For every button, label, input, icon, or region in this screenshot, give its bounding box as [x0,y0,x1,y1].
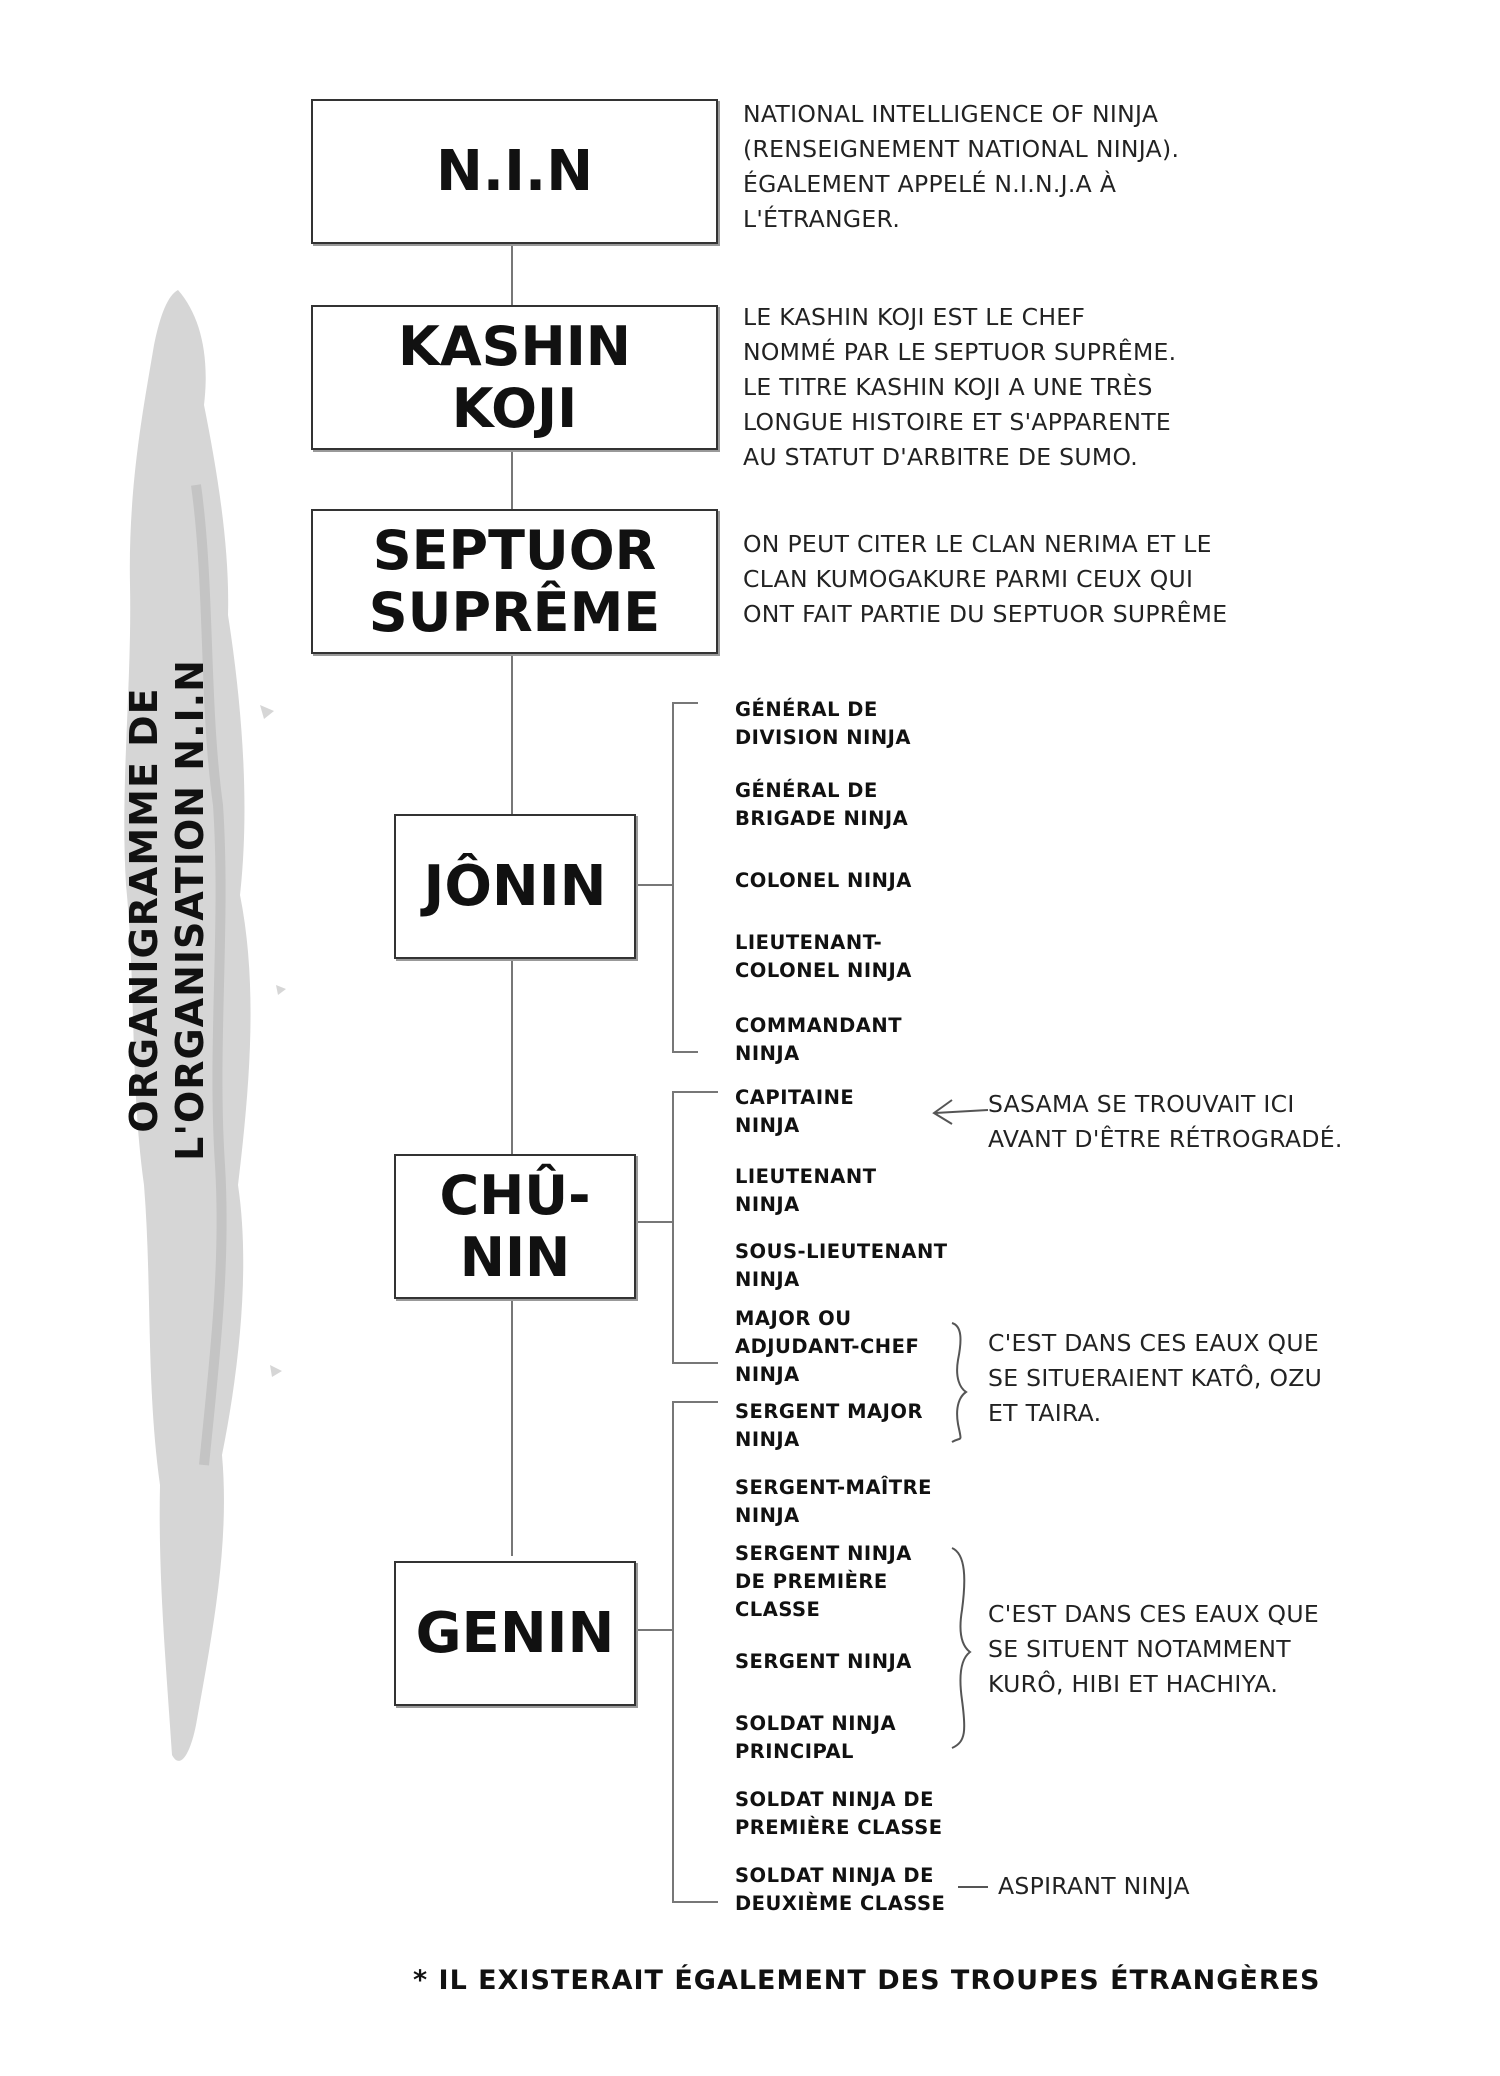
note-kuro [988,1597,1319,1702]
rank-line: NINJA [735,1268,800,1291]
rank-item [735,929,912,985]
rank-item [735,1238,948,1294]
rank-line: NINJA [735,1363,800,1386]
box-septuor-supreme [311,509,718,654]
note-sasama [988,1087,1343,1157]
description-nin-line: NATIONAL INTELLIGENCE OF NINJA [743,100,1159,128]
rank-line: SOLDAT NINJA DE [735,1788,934,1811]
note-kuro-line: C'EST DANS CES EAUX QUE [988,1600,1319,1628]
description-kashin-line: NOMMÉ PAR LE SEPTUOR SUPRÊME. [743,338,1177,366]
connector-chunin-bracket [673,1092,718,1363]
description-nin-line: ÉGALEMENT APPELÉ N.I.N.J.A À [743,170,1117,198]
note-kato-line: ET TAIRA. [988,1399,1102,1427]
rank-item [735,1012,902,1068]
note-kato-line: SE SITUERAIENT KATÔ, OZU [988,1364,1323,1392]
description-nin-line: L'ÉTRANGER. [743,205,901,233]
rank-line: SERGENT NINJA [735,1542,912,1565]
rank-line: NINJA [735,1114,800,1137]
note-kuro-line: SE SITUENT NOTAMMENT [988,1635,1291,1663]
description-kashin [743,300,1176,475]
rank-item [735,1540,912,1624]
rank-line: GÉNÉRAL DE [735,779,878,802]
description-nin [743,97,1179,237]
rank-line: SOUS-LIEUTENANT [735,1240,948,1263]
curly-brace-kato [952,1323,966,1442]
rank-line: PREMIÈRE CLASSE [735,1816,943,1839]
rank-line: NINJA [735,1042,800,1065]
note-kuro-line: KURÔ, HIBI ET HACHIYA. [988,1670,1279,1698]
rank-line: LIEUTENANT- [735,931,883,954]
rank-item [735,1163,877,1219]
box-chunin [394,1154,636,1299]
rank-line: MAJOR OU [735,1307,852,1330]
rank-item [735,696,911,752]
note-aspirant [998,1869,1190,1904]
rank-line: CAPITAINE [735,1086,855,1109]
box-genin [394,1561,636,1706]
rank-line: COLONEL NINJA [735,959,912,982]
rank-item [735,1474,932,1530]
description-nin-line: (RENSEIGNEMENT NATIONAL NINJA). [743,135,1180,163]
rank-item [735,1648,912,1676]
rank-item [735,1862,945,1918]
box-chunin-line-1: CHÛ- [439,1163,591,1227]
rank-line: DIVISION NINJA [735,726,912,749]
box-nin [311,99,718,244]
note-kato-line: C'EST DANS CES EAUX QUE [988,1329,1319,1357]
rank-item [735,867,912,895]
box-nin-line-1: N.I.N [435,138,594,204]
rank-line: CLASSE [735,1598,821,1621]
rank-line: SOLDAT NINJA [735,1712,897,1735]
note-sasama-line: AVANT D'ÊTRE RÉTROGRADÉ. [988,1125,1343,1153]
description-kashin-line: LE KASHIN KOJI EST LE CHEF [743,303,1086,331]
chart-title-line-2: L'ORGANISATION N.I.N [168,659,212,1161]
rank-line: DE PREMIÈRE [735,1570,888,1593]
description-kashin-line: LE TITRE KASHIN KOJI A UNE TRÈS [743,373,1153,401]
rank-line: ADJUDANT-CHEF [735,1335,920,1358]
rank-line: COMMANDANT [735,1014,903,1037]
rank-line: NINJA [735,1504,800,1527]
rank-line: SERGENT NINJA [735,1650,912,1673]
box-septuor-line-1: SEPTUOR [372,518,657,582]
note-kato [988,1326,1322,1431]
rank-item [735,1084,854,1140]
rank-line: SOLDAT NINJA DE [735,1864,934,1887]
rank-line: PRINCIPAL [735,1740,854,1763]
rank-item [735,1305,919,1389]
rank-line: NINJA [735,1193,800,1216]
box-septuor-line-2: SUPRÊME [368,580,661,644]
rank-line: SERGENT MAJOR [735,1400,923,1423]
description-septuor-line: CLAN KUMOGAKURE PARMI CEUX QUI [743,565,1194,593]
rank-line: LIEUTENANT [735,1165,877,1188]
rank-item [735,777,908,833]
rank-line: SERGENT-MAÎTRE [735,1476,932,1499]
box-chunin-line-2: NIN [459,1225,571,1289]
description-septuor-line: ON PEUT CITER LE CLAN NERIMA ET LE [743,530,1212,558]
chart-title-line-1: ORGANIGRAMME DE [122,687,166,1133]
rank-line: NINJA [735,1428,800,1451]
description-kashin-line: AU STATUT D'ARBITRE DE SUMO. [743,443,1139,471]
arrow-icon [934,1100,988,1124]
box-jonin [394,814,636,959]
box-kashin-line-1: KASHIN [397,314,631,378]
box-kashin-line-2: KOJI [451,376,578,440]
footnote: * IL EXISTERAIT ÉGALEMENT DES TROUPES ÉTRANGÈRES [413,1965,1321,1996]
curly-brace-kuro [952,1548,970,1748]
box-genin-line-1: GENIN [415,1600,615,1666]
description-septuor [743,527,1227,632]
note-aspirant-line: ASPIRANT NINJA [998,1872,1190,1900]
box-jonin-line-1: JÔNIN [423,853,607,919]
description-septuor-line: ONT FAIT PARTIE DU SEPTUOR SUPRÊME [743,600,1228,628]
rank-line: GÉNÉRAL DE [735,698,878,721]
rank-line: COLONEL NINJA [735,869,912,892]
connector-genin-bracket [673,1402,718,1902]
description-kashin-line: LONGUE HISTOIRE ET S'APPARENTE [743,408,1172,436]
rank-line: DEUXIÈME CLASSE [735,1892,946,1915]
rank-item [735,1398,923,1454]
rank-item [735,1710,896,1766]
rank-line: BRIGADE NINJA [735,807,909,830]
box-kashin-koji [311,305,718,450]
note-sasama-line: SASAMA SE TROUVAIT ICI [988,1090,1295,1118]
rank-item [735,1786,943,1842]
connector-jonin-bracket [673,703,698,1052]
